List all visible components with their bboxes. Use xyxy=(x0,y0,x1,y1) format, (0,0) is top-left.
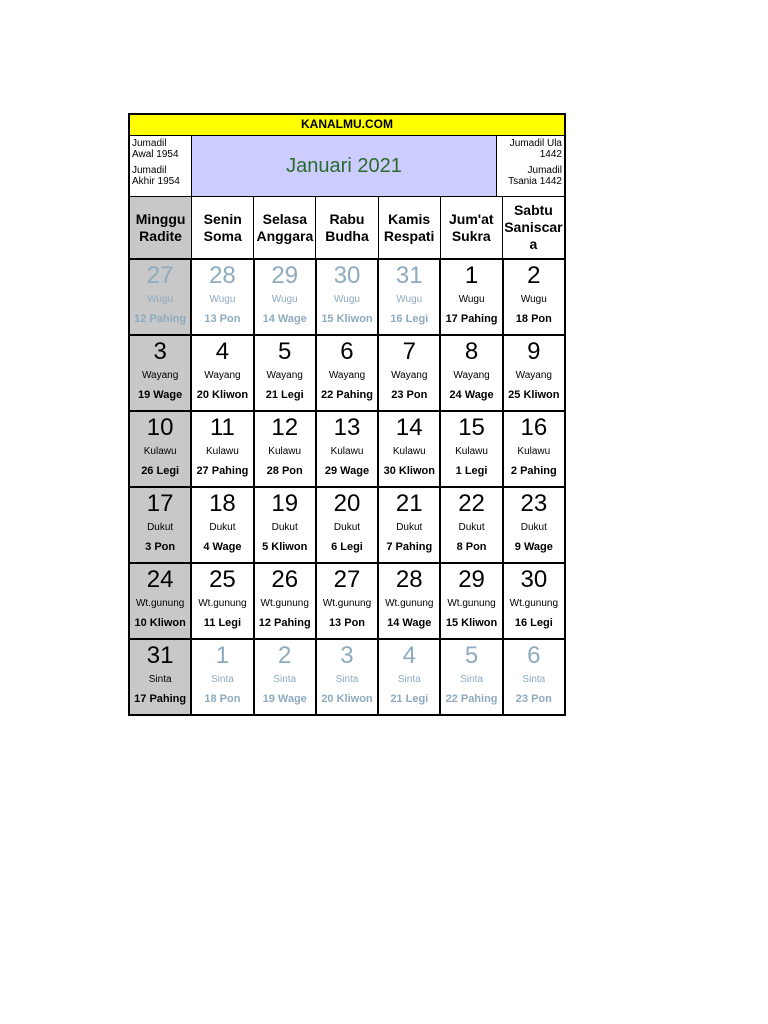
day-cell xyxy=(130,488,190,562)
day-cell xyxy=(315,336,377,410)
wuku-label: Kulawu xyxy=(268,446,302,457)
pasaran-label: 4 Wage xyxy=(203,541,242,553)
pasaran-label: 13 Pon xyxy=(328,617,366,629)
day-number: 11 xyxy=(209,414,235,441)
pasaran-label: 17 Pahing xyxy=(445,313,498,325)
week-row xyxy=(130,640,564,714)
day-cell xyxy=(377,640,439,714)
day-cell xyxy=(190,412,252,486)
day-cell xyxy=(377,260,439,334)
day-cell xyxy=(253,640,315,714)
wuku-label: Dukut xyxy=(209,522,236,533)
day-number: 24 xyxy=(146,566,174,593)
pasaran-label: 15 Kliwon xyxy=(321,313,373,325)
pasaran-label: 22 Pahing xyxy=(321,389,373,401)
weekday-header xyxy=(191,197,253,258)
day-number: 18 xyxy=(209,490,236,517)
weekday-javanese-name: Respati xyxy=(383,227,435,244)
day-cell xyxy=(190,260,252,334)
wuku-label: Kulawu xyxy=(206,446,239,457)
wuku-label: Wugu xyxy=(520,294,547,305)
wuku-label: Dukut xyxy=(147,522,174,533)
pasaran-label: 28 Pon xyxy=(266,465,303,477)
day-number: 28 xyxy=(209,262,236,289)
day-number: 8 xyxy=(464,338,479,365)
day-cell xyxy=(253,260,315,334)
wuku-label: Wugu xyxy=(147,294,174,305)
pasaran-label: 8 Pon xyxy=(456,541,487,553)
day-cell xyxy=(439,260,501,334)
weekday-javanese-name: Soma xyxy=(203,227,242,244)
pasaran-label: 14 Wage xyxy=(387,617,432,629)
pasaran-label: 24 Wage xyxy=(449,389,494,401)
day-cell xyxy=(253,564,315,638)
wuku-label: Dukut xyxy=(458,522,485,533)
wuku-label: Kulawu xyxy=(517,446,551,457)
pasaran-label: 5 Kliwon xyxy=(262,541,308,553)
hijri-month-2: Jumadil Tsania 1442 xyxy=(508,165,562,187)
day-cell xyxy=(315,564,377,638)
day-number: 6 xyxy=(340,338,354,365)
day-number: 31 xyxy=(395,262,423,289)
pasaran-label: 29 Wage xyxy=(324,465,370,477)
wuku-label: Wayang xyxy=(453,370,490,381)
day-number: 25 xyxy=(209,566,236,593)
wuku-label: Kulawu xyxy=(143,446,177,457)
weekday-javanese-name: Budha xyxy=(325,227,369,244)
pasaran-label: 12 Pahing xyxy=(258,617,311,629)
wuku-label: Kulawu xyxy=(392,446,426,457)
day-cell xyxy=(253,488,315,562)
day-number: 1 xyxy=(215,642,230,669)
pasaran-label: 3 Pon xyxy=(145,541,176,553)
day-cell xyxy=(315,640,377,714)
week-row xyxy=(130,260,564,336)
weekday-javanese-name: Saniscar a xyxy=(504,219,563,252)
pasaran-label: 15 Kliwon xyxy=(445,617,498,629)
month-header xyxy=(130,136,564,197)
day-number: 29 xyxy=(458,566,485,593)
pasaran-label: 26 Legi xyxy=(141,465,180,477)
pasaran-label: 19 Wage xyxy=(262,693,307,705)
day-number: 2 xyxy=(527,262,541,289)
day-cell xyxy=(190,640,252,714)
weekday-header xyxy=(502,197,564,258)
day-number: 7 xyxy=(402,338,416,365)
day-number: 23 xyxy=(520,490,548,517)
wuku-label: Sinta xyxy=(273,674,297,685)
pasaran-label: 20 Kliwon xyxy=(321,693,373,705)
wuku-label: Wugu xyxy=(334,294,360,305)
weekday-header xyxy=(315,197,377,258)
day-cell xyxy=(502,488,564,562)
wuku-label: Kulawu xyxy=(455,446,488,457)
pasaran-label: 23 Pon xyxy=(515,693,552,705)
day-number: 10 xyxy=(146,414,174,441)
wuku-label: Wt.gunung xyxy=(509,598,559,609)
day-number: 22 xyxy=(458,490,485,517)
day-cell xyxy=(377,564,439,638)
day-cell xyxy=(502,640,564,714)
pasaran-label: 6 Legi xyxy=(331,541,363,553)
pasaran-label: 17 Pahing xyxy=(134,693,187,705)
wuku-label: Wayang xyxy=(391,370,428,381)
day-cell xyxy=(377,336,439,410)
wuku-label: Wayang xyxy=(515,370,552,381)
weekday-name: Minggu xyxy=(135,210,186,227)
pasaran-label: 12 Pahing xyxy=(134,313,187,325)
weekday-name: Sabtu xyxy=(513,202,553,218)
pasaran-label: 13 Pon xyxy=(204,313,241,325)
weekday-header xyxy=(378,197,440,258)
day-number: 30 xyxy=(333,262,361,289)
weekday-name: Jum'at xyxy=(448,210,494,227)
day-number: 21 xyxy=(395,490,423,517)
weekday-name: Kamis xyxy=(388,210,431,227)
wuku-label: Sinta xyxy=(522,674,546,685)
day-number: 27 xyxy=(146,262,174,289)
weekday-name: Selasa xyxy=(262,210,308,227)
wuku-label: Wayang xyxy=(204,370,241,381)
calendar-grid xyxy=(130,260,564,714)
day-cell xyxy=(130,640,190,714)
day-number: 3 xyxy=(153,338,167,365)
day-cell xyxy=(439,412,501,486)
wuku-label: Wt.gunung xyxy=(260,598,309,609)
day-number: 6 xyxy=(527,642,541,669)
javanese-month-2: Jumadil Akhir 1954 xyxy=(132,165,180,187)
day-number: 1 xyxy=(464,262,479,289)
day-cell xyxy=(190,336,252,410)
weekday-javanese-name: Radite xyxy=(139,227,182,244)
day-number: 12 xyxy=(271,414,299,441)
wuku-label: Wugu xyxy=(271,294,298,305)
week-row xyxy=(130,336,564,412)
javanese-month-info xyxy=(130,136,191,196)
wuku-label: Sinta xyxy=(148,674,172,685)
wuku-label: Wt.gunung xyxy=(447,598,496,609)
pasaran-label: 18 Pon xyxy=(204,693,241,705)
wuku-label: Wt.gunung xyxy=(385,598,434,609)
month-title: Januari 2021 xyxy=(191,136,497,196)
wuku-label: Wayang xyxy=(141,370,179,381)
day-cell xyxy=(315,412,377,486)
weekday-name: Rabu xyxy=(329,210,365,227)
day-cell xyxy=(439,488,501,562)
pasaran-label: 23 Pon xyxy=(391,389,428,401)
pasaran-label: 21 Legi xyxy=(265,389,304,401)
day-number: 5 xyxy=(278,338,292,365)
weekday-javanese-name: Anggara xyxy=(256,227,314,244)
wuku-label: Wt.gunung xyxy=(198,598,247,609)
weekday-header-row xyxy=(130,197,564,260)
day-number: 9 xyxy=(527,338,541,365)
day-number: 5 xyxy=(464,642,479,669)
day-number: 20 xyxy=(333,490,361,517)
weekday-header xyxy=(440,197,502,258)
wuku-label: Dukut xyxy=(520,522,547,533)
day-number: 30 xyxy=(520,566,548,593)
day-number: 4 xyxy=(215,338,230,365)
day-cell xyxy=(253,336,315,410)
wuku-label: Sinta xyxy=(460,674,483,685)
day-cell xyxy=(253,412,315,486)
wuku-label: Wayang xyxy=(266,370,303,381)
day-number: 14 xyxy=(395,414,423,441)
pasaran-label: 20 Kliwon xyxy=(196,389,249,401)
wuku-label: Sinta xyxy=(397,674,421,685)
weekday-name: Senin xyxy=(203,210,242,227)
day-cell xyxy=(315,488,377,562)
day-number: 3 xyxy=(340,642,354,669)
pasaran-label: 30 Kliwon xyxy=(383,465,435,477)
day-number: 27 xyxy=(333,566,361,593)
hijri-month-info xyxy=(497,136,564,196)
pasaran-label: 7 Pahing xyxy=(386,541,433,553)
pasaran-label: 1 Legi xyxy=(455,465,488,477)
hijri-month-1: Jumadil Ula 1442 xyxy=(509,138,562,160)
pasaran-label: 9 Wage xyxy=(514,541,553,553)
wuku-label: Dukut xyxy=(333,522,361,533)
day-number: 2 xyxy=(278,642,292,669)
day-number: 19 xyxy=(271,490,299,517)
day-number: 29 xyxy=(271,262,299,289)
day-number: 28 xyxy=(395,566,423,593)
weekday-header xyxy=(253,197,315,258)
pasaran-label: 19 Wage xyxy=(138,389,183,401)
wuku-label: Sinta xyxy=(211,674,234,685)
calendar xyxy=(128,113,566,716)
day-number: 13 xyxy=(333,414,361,441)
pasaran-label: 21 Legi xyxy=(390,693,429,705)
day-cell xyxy=(130,412,190,486)
day-number: 17 xyxy=(146,490,174,517)
javanese-month-1: Jumadil Awal 1954 xyxy=(132,138,179,160)
pasaran-label: 2 Pahing xyxy=(510,465,557,477)
day-number: 31 xyxy=(146,642,174,669)
day-cell xyxy=(439,640,501,714)
pasaran-label: 11 Legi xyxy=(203,617,242,629)
pasaran-label: 14 Wage xyxy=(262,313,307,325)
wuku-label: Wugu xyxy=(458,294,485,305)
day-cell xyxy=(315,260,377,334)
day-number: 26 xyxy=(271,566,299,593)
day-number: 15 xyxy=(458,414,485,441)
day-cell xyxy=(439,564,501,638)
pasaran-label: 22 Pahing xyxy=(445,693,498,705)
day-cell xyxy=(190,488,252,562)
pasaran-label: 10 Kliwon xyxy=(134,617,186,629)
wuku-label: Wt.gunung xyxy=(135,598,185,609)
day-cell xyxy=(439,336,501,410)
wuku-label: Kulawu xyxy=(330,446,364,457)
pasaran-label: 16 Legi xyxy=(390,313,429,325)
site-banner: KANALMU.COM xyxy=(130,115,564,136)
day-cell xyxy=(130,260,190,334)
pasaran-label: 27 Pahing xyxy=(196,465,249,477)
week-row xyxy=(130,488,564,564)
day-cell xyxy=(190,564,252,638)
weekday-header xyxy=(130,197,191,258)
wuku-label: Wt.gunung xyxy=(322,598,372,609)
wuku-label: Sinta xyxy=(335,674,359,685)
wuku-label: Wayang xyxy=(328,370,366,381)
day-cell xyxy=(130,564,190,638)
day-cell xyxy=(502,412,564,486)
week-row xyxy=(130,412,564,488)
wuku-label: Wugu xyxy=(396,294,423,305)
day-cell xyxy=(502,260,564,334)
pasaran-label: 16 Legi xyxy=(514,617,553,629)
pasaran-label: 25 Kliwon xyxy=(508,389,560,401)
wuku-label: Dukut xyxy=(396,522,423,533)
wuku-label: Dukut xyxy=(271,522,298,533)
day-cell xyxy=(377,412,439,486)
week-row xyxy=(130,564,564,640)
day-number: 4 xyxy=(402,642,416,669)
wuku-label: Wugu xyxy=(209,294,236,305)
day-cell xyxy=(502,336,564,410)
weekday-javanese-name: Sukra xyxy=(451,227,491,244)
day-cell xyxy=(130,336,190,410)
day-cell xyxy=(502,564,564,638)
pasaran-label: 18 Pon xyxy=(515,313,552,325)
day-cell xyxy=(377,488,439,562)
day-number: 16 xyxy=(520,414,548,441)
